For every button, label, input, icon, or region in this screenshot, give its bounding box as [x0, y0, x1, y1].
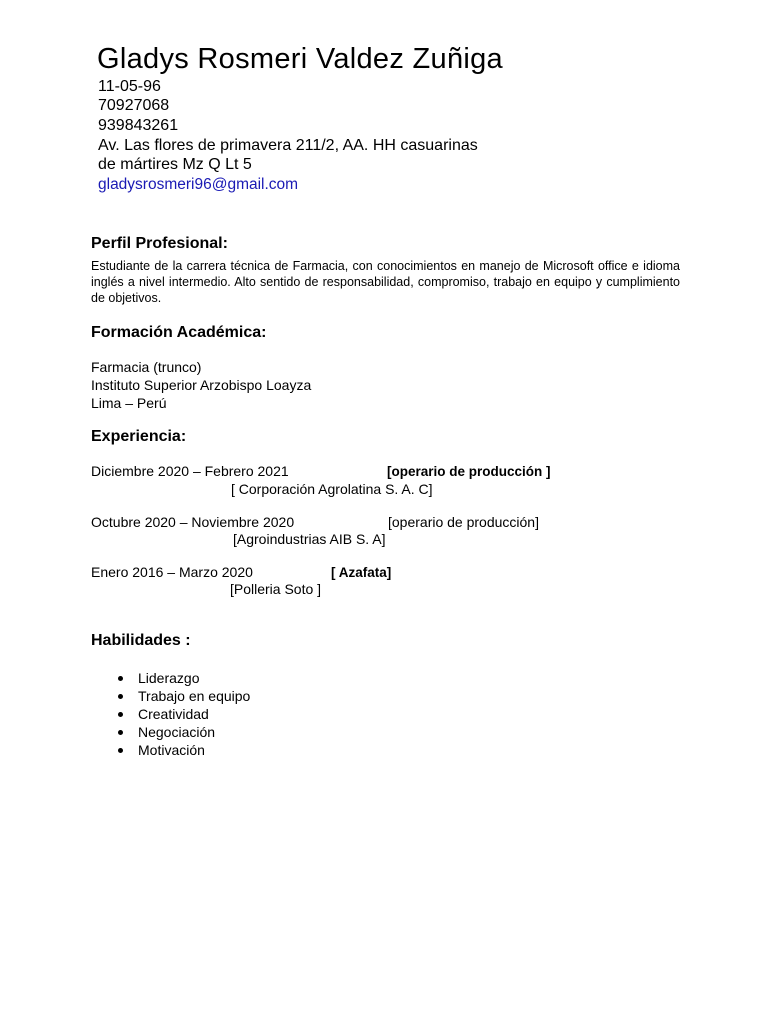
skill-item: Trabajo en equipo [118, 687, 250, 705]
skills-list [118, 669, 250, 759]
education-line: Farmacia (trunco) [91, 359, 202, 375]
experience-company: [Polleria Soto ] [230, 581, 322, 597]
experience-role: [ Azafata] [331, 565, 392, 580]
profile-text: Estudiante de la carrera técnica de Farmacia, con conocimientos en manejo de Microsoft office e idioma inglés a nivel intermedio. Alto sentido de responsabilidad, compromiso, trabajo en equipo y cumplimiento de objetivos. [91, 259, 680, 305]
skill-item: Creatividad [118, 705, 250, 723]
phone-number: 939843261 [98, 117, 179, 134]
bullet-icon [118, 712, 123, 717]
skill-item: Negociación [118, 723, 250, 741]
skill-item: Liderazgo [118, 669, 250, 687]
education-heading: Formación Académica: [91, 324, 267, 341]
bullet-icon [118, 730, 123, 735]
profile-heading: Perfil Profesional: [91, 235, 228, 252]
experience-dates: Enero 2016 – Marzo 2020 [91, 564, 253, 580]
experience-dates: Octubre 2020 – Noviembre 2020 [91, 514, 295, 530]
bullet-icon [118, 676, 123, 681]
bullet-icon [118, 694, 123, 699]
education-line: Instituto Superior Arzobispo Loayza [91, 377, 312, 393]
dni-number: 70927068 [98, 97, 170, 114]
skill-item: Motivación [118, 741, 250, 759]
skills-heading: Habilidades : [91, 632, 191, 649]
experience-company: [Agroindustrias AIB S. A] [233, 531, 386, 547]
education-line: Lima – Perú [91, 395, 167, 411]
address-line-2: de mártires Mz Q Lt 5 [98, 156, 252, 173]
experience-role: [operario de producción] [388, 514, 539, 530]
birthdate: 11-05-96 [98, 78, 161, 95]
bullet-icon [118, 748, 123, 753]
experience-heading: Experiencia: [91, 428, 187, 445]
experience-role: [operario de producción ] [387, 464, 551, 479]
candidate-name: Gladys Rosmeri Valdez Zuñiga [97, 43, 503, 75]
email-link[interactable]: gladysrosmeri96@gmail.com [98, 176, 299, 193]
address-line-1: Av. Las flores de primavera 211/2, AA. HH casuarinas [98, 137, 478, 154]
experience-dates: Diciembre 2020 – Febrero 2021 [91, 463, 289, 479]
experience-company: [ Corporación Agrolatina S. A. C] [231, 481, 433, 497]
